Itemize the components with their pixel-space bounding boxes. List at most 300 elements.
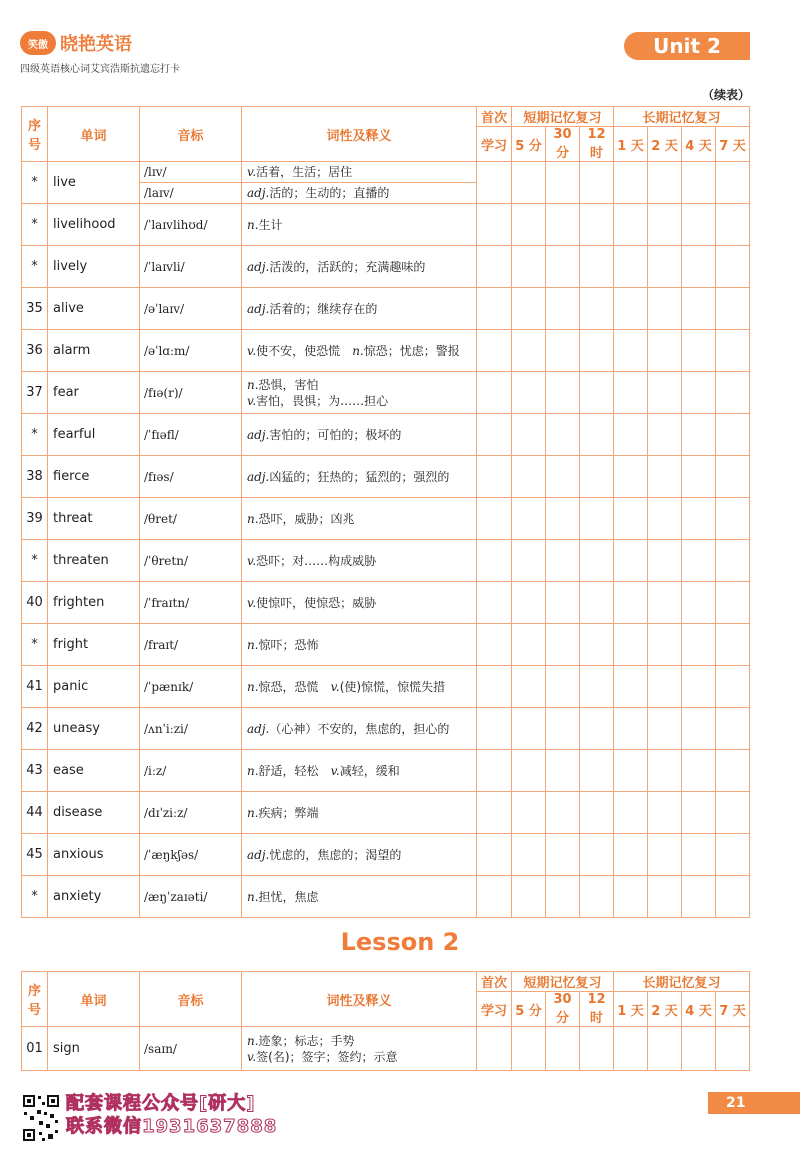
review-checkbox[interactable] [546, 204, 580, 246]
review-checkbox[interactable] [546, 456, 580, 498]
review-checkbox[interactable] [580, 288, 614, 330]
review-checkbox[interactable] [682, 162, 716, 204]
review-checkbox[interactable] [614, 330, 648, 372]
definition-line [247, 301, 476, 317]
definition-text: 签(名)；签字；签约；示意 [256, 1049, 398, 1064]
index-text: 44 [26, 805, 43, 820]
review-checkbox[interactable] [682, 792, 716, 834]
review-checkbox[interactable] [512, 624, 546, 666]
review-checkbox[interactable] [477, 288, 512, 330]
meaning-cell [242, 792, 477, 834]
word-cell [48, 582, 140, 624]
advert-line: 配套课程公众号[研大] [66, 1093, 256, 1114]
phonetic-text: /fraɪt/ [144, 637, 179, 652]
review-checkbox[interactable] [512, 372, 546, 414]
review-checkbox[interactable] [716, 456, 750, 498]
review-checkbox[interactable] [716, 792, 750, 834]
review-checkbox[interactable] [648, 708, 682, 750]
review-checkbox[interactable] [512, 288, 546, 330]
review-checkbox[interactable] [648, 666, 682, 708]
review-checkbox[interactable] [546, 246, 580, 288]
definition-text: 使惊吓，使惊恐；威胁 [256, 595, 377, 610]
review-checkbox[interactable] [477, 876, 512, 918]
review-checkbox[interactable] [580, 876, 614, 918]
review-checkbox[interactable] [682, 624, 716, 666]
review-checkbox[interactable] [716, 582, 750, 624]
review-checkbox[interactable] [648, 246, 682, 288]
review-checkbox[interactable] [546, 582, 580, 624]
meaning-cell [242, 708, 477, 750]
review-checkbox[interactable] [648, 876, 682, 918]
logo-badge: 笑傲 [20, 31, 56, 55]
review-checkbox[interactable] [477, 624, 512, 666]
review-checkbox[interactable] [546, 288, 580, 330]
logo-text: 晓艳英语 [60, 34, 132, 55]
review-checkbox[interactable] [716, 750, 750, 792]
phonetic-text: /ˈfraɪtn/ [144, 595, 190, 610]
part-of-speech: n. [247, 805, 259, 820]
table-row [22, 414, 750, 456]
review-checkbox[interactable] [477, 246, 512, 288]
review-checkbox[interactable] [580, 414, 614, 456]
definition-line [247, 217, 476, 233]
review-checkbox[interactable] [648, 330, 682, 372]
definition-text: 疾病；弊端 [258, 805, 319, 820]
review-checkbox[interactable] [512, 582, 546, 624]
row-index [22, 666, 48, 708]
phonetic-text: /lɪv/ [144, 165, 167, 179]
review-checkbox[interactable] [716, 204, 750, 246]
index-text: 42 [26, 721, 43, 736]
word-cell [48, 750, 140, 792]
review-checkbox[interactable] [512, 708, 546, 750]
definition-text: 害怕的；可怕的；极坏的 [269, 427, 402, 442]
col-index-header: 序号 [22, 972, 48, 1027]
review-checkbox[interactable] [682, 876, 716, 918]
word-cell [48, 288, 140, 330]
table-row [22, 582, 750, 624]
meaning-cell [242, 456, 477, 498]
index-text: * [31, 553, 38, 568]
review-checkbox[interactable] [580, 750, 614, 792]
review-checkbox[interactable] [682, 456, 716, 498]
part-of-speech: v. [330, 679, 340, 694]
meaning-cell [242, 498, 477, 540]
col-meaning-header: 词性及释义 [242, 107, 477, 162]
word-text: anxious [53, 847, 104, 862]
definition-text: 惊恐，恐慌 [258, 679, 331, 694]
table-row [22, 162, 750, 183]
review-checkbox[interactable] [546, 666, 580, 708]
definition-text: 活着的；继续存在的 [269, 301, 378, 316]
word-text: fierce [53, 469, 90, 484]
review-checkbox[interactable] [682, 498, 716, 540]
part-of-speech: v. [247, 553, 257, 568]
col-phonetic-header: 音标 [140, 107, 242, 162]
definition-text: 使不安，使恐慌 [256, 343, 353, 358]
word-text: threat [53, 511, 93, 526]
review-checkbox[interactable] [546, 750, 580, 792]
slot-header: 30 分 [546, 992, 580, 1027]
slot-header: 4 天 [682, 992, 716, 1027]
review-checkbox[interactable] [580, 498, 614, 540]
review-checkbox[interactable] [546, 792, 580, 834]
review-checkbox[interactable] [716, 414, 750, 456]
review-checkbox[interactable] [648, 582, 682, 624]
review-checkbox[interactable] [716, 1027, 750, 1071]
review-checkbox[interactable] [648, 162, 682, 204]
word-cell [48, 708, 140, 750]
review-checkbox[interactable] [580, 1027, 614, 1071]
review-checkbox[interactable] [580, 204, 614, 246]
review-checkbox[interactable] [512, 456, 546, 498]
review-checkbox[interactable] [648, 834, 682, 876]
review-checkbox[interactable] [682, 414, 716, 456]
review-checkbox[interactable] [614, 540, 648, 582]
phonetic-text: /laɪv/ [144, 186, 174, 200]
col-first-header: 首次 [477, 107, 512, 127]
review-checkbox[interactable] [614, 792, 648, 834]
review-checkbox[interactable] [716, 834, 750, 876]
review-checkbox[interactable] [648, 540, 682, 582]
phonetic-cell [140, 414, 242, 456]
review-checkbox[interactable] [512, 498, 546, 540]
meaning-cell [242, 204, 477, 246]
review-checkbox[interactable] [614, 624, 648, 666]
review-checkbox[interactable] [614, 162, 648, 204]
slot-header: 1 天 [614, 127, 648, 162]
definition-line [247, 721, 476, 737]
phonetic-text: /ˈlaɪvlihʊd/ [144, 217, 208, 232]
word-text: lively [53, 259, 88, 274]
definition-text: (使)惊慌，惊慌失措 [339, 679, 446, 694]
review-checkbox[interactable] [682, 540, 716, 582]
phonetic-text: /ˈfɪəfl/ [144, 427, 179, 442]
review-checkbox[interactable] [580, 540, 614, 582]
review-checkbox[interactable] [614, 750, 648, 792]
review-checkbox[interactable] [512, 204, 546, 246]
review-checkbox[interactable] [477, 372, 512, 414]
review-checkbox[interactable] [682, 246, 716, 288]
review-checkbox[interactable] [614, 1027, 648, 1071]
row-index [22, 162, 48, 204]
word-text: threaten [53, 553, 109, 568]
review-checkbox[interactable] [477, 750, 512, 792]
slot-header: 1 天 [614, 992, 648, 1027]
review-checkbox[interactable] [716, 876, 750, 918]
review-checkbox[interactable] [648, 624, 682, 666]
review-checkbox[interactable] [648, 204, 682, 246]
row-index [22, 372, 48, 414]
word-cell [48, 876, 140, 918]
review-checkbox[interactable] [682, 1027, 716, 1071]
slot-header: 7 天 [716, 127, 750, 162]
meaning-cell [242, 162, 477, 183]
review-checkbox[interactable] [546, 372, 580, 414]
table-row [22, 204, 750, 246]
review-checkbox[interactable] [614, 414, 648, 456]
col-phonetic-header: 音标 [140, 972, 242, 1027]
definition-text: 惊吓；恐怖 [258, 637, 319, 652]
row-index [22, 708, 48, 750]
word-cell [48, 624, 140, 666]
review-checkbox[interactable] [716, 708, 750, 750]
review-checkbox[interactable] [546, 834, 580, 876]
review-checkbox[interactable] [512, 876, 546, 918]
phonetic-cell [140, 372, 242, 414]
index-text: 35 [26, 301, 43, 316]
review-checkbox[interactable] [546, 330, 580, 372]
row-index [22, 540, 48, 582]
review-checkbox[interactable] [580, 456, 614, 498]
index-text: 43 [26, 763, 43, 778]
word-cell [48, 162, 140, 204]
long-term-header: 长期记忆复习 [614, 107, 750, 127]
phonetic-cell [140, 792, 242, 834]
phonetic-text: /ˈθretn/ [144, 553, 188, 568]
review-checkbox[interactable] [648, 792, 682, 834]
review-checkbox[interactable] [580, 582, 614, 624]
review-checkbox[interactable] [580, 624, 614, 666]
part-of-speech: adj. [247, 186, 270, 200]
row-index [22, 498, 48, 540]
review-checkbox[interactable] [580, 792, 614, 834]
review-checkbox[interactable] [580, 330, 614, 372]
part-of-speech: v. [247, 393, 257, 408]
review-checkbox[interactable] [716, 288, 750, 330]
index-text: 40 [26, 595, 43, 610]
part-of-speech: n. [247, 679, 259, 694]
word-cell [48, 498, 140, 540]
word-text: frighten [53, 595, 105, 610]
word-text: fright [53, 637, 89, 652]
review-checkbox[interactable] [580, 162, 614, 204]
review-checkbox[interactable] [477, 330, 512, 372]
review-checkbox[interactable] [614, 582, 648, 624]
review-checkbox[interactable] [477, 792, 512, 834]
meaning-cell [242, 750, 477, 792]
review-checkbox[interactable] [512, 246, 546, 288]
review-checkbox[interactable] [546, 498, 580, 540]
word-cell [48, 834, 140, 876]
index-text: 37 [26, 385, 43, 400]
review-checkbox[interactable] [614, 204, 648, 246]
review-checkbox[interactable] [512, 834, 546, 876]
phonetic-cell [140, 1027, 242, 1071]
review-checkbox[interactable] [716, 246, 750, 288]
review-checkbox[interactable] [546, 540, 580, 582]
review-checkbox[interactable] [682, 750, 716, 792]
phonetic-text: /θret/ [144, 511, 177, 526]
slot-header: 5 分 [512, 992, 546, 1027]
review-checkbox[interactable] [716, 498, 750, 540]
review-checkbox[interactable] [546, 708, 580, 750]
review-checkbox[interactable] [682, 330, 716, 372]
index-text: 01 [26, 1041, 43, 1056]
word-text: livelihood [53, 217, 116, 232]
col-word-header: 单词 [48, 107, 140, 162]
row-index [22, 876, 48, 918]
vocab-table [21, 106, 750, 918]
review-checkbox[interactable] [477, 498, 512, 540]
review-checkbox[interactable] [682, 666, 716, 708]
word-cell [48, 1027, 140, 1071]
review-checkbox[interactable] [477, 666, 512, 708]
review-checkbox[interactable] [546, 1027, 580, 1071]
definition-line [247, 377, 476, 393]
review-checkbox[interactable] [477, 582, 512, 624]
word-text: ease [53, 763, 84, 778]
definition-line [247, 259, 476, 275]
definition-line [247, 679, 476, 695]
word-cell [48, 792, 140, 834]
review-checkbox[interactable] [512, 162, 546, 204]
review-checkbox[interactable] [580, 246, 614, 288]
review-checkbox[interactable] [580, 372, 614, 414]
col-study-header: 学习 [477, 992, 512, 1027]
review-checkbox[interactable] [546, 624, 580, 666]
review-checkbox[interactable] [614, 876, 648, 918]
review-checkbox[interactable] [614, 372, 648, 414]
phonetic-text: /fɪəs/ [144, 469, 174, 484]
phonetic-cell [140, 288, 242, 330]
slot-header: 30 分 [546, 127, 580, 162]
review-checkbox[interactable] [477, 540, 512, 582]
review-checkbox[interactable] [682, 834, 716, 876]
review-checkbox[interactable] [477, 414, 512, 456]
definition-text: 恐惧，害怕 [258, 377, 319, 392]
phonetic-cell [140, 708, 242, 750]
review-checkbox[interactable] [614, 246, 648, 288]
review-checkbox[interactable] [682, 288, 716, 330]
review-checkbox[interactable] [546, 162, 580, 204]
index-text: 45 [26, 847, 43, 862]
phonetic-cell [140, 750, 242, 792]
col-meaning-header: 词性及释义 [242, 972, 477, 1027]
part-of-speech: adj. [247, 301, 270, 316]
definition-text: （心神）不安的，焦虑的，担心的 [269, 721, 450, 736]
row-index [22, 456, 48, 498]
review-checkbox[interactable] [614, 498, 648, 540]
review-checkbox[interactable] [682, 372, 716, 414]
definition-text: 生计 [258, 217, 283, 232]
slot-header: 7 天 [716, 992, 750, 1027]
word-cell [48, 414, 140, 456]
review-checkbox[interactable] [546, 414, 580, 456]
word-cell [48, 666, 140, 708]
review-checkbox[interactable] [477, 204, 512, 246]
definition-line [247, 1033, 476, 1049]
table-row [22, 708, 750, 750]
book-subtitle: 四级英语核心词艾宾浩斯抗遗忘打卡 [20, 64, 180, 75]
review-checkbox[interactable] [512, 540, 546, 582]
review-checkbox[interactable] [682, 708, 716, 750]
meaning-cell [242, 414, 477, 456]
phonetic-cell [140, 162, 242, 183]
meaning-cell [242, 876, 477, 918]
review-checkbox[interactable] [614, 456, 648, 498]
meaning-cell [242, 372, 477, 414]
review-checkbox[interactable] [648, 498, 682, 540]
review-checkbox[interactable] [580, 666, 614, 708]
page-number: 21 [708, 1092, 800, 1114]
review-checkbox[interactable] [614, 288, 648, 330]
definition-line [247, 847, 476, 863]
review-checkbox[interactable] [614, 666, 648, 708]
review-checkbox[interactable] [716, 372, 750, 414]
review-checkbox[interactable] [716, 330, 750, 372]
review-checkbox[interactable] [580, 708, 614, 750]
meaning-cell [242, 1027, 477, 1071]
part-of-speech: n. [247, 1033, 259, 1048]
review-checkbox[interactable] [512, 1027, 546, 1071]
review-checkbox[interactable] [648, 288, 682, 330]
review-checkbox[interactable] [477, 708, 512, 750]
review-checkbox[interactable] [716, 624, 750, 666]
row-index [22, 330, 48, 372]
phonetic-cell [140, 498, 242, 540]
footer-advert [66, 1092, 277, 1138]
review-checkbox[interactable] [648, 414, 682, 456]
word-cell [48, 540, 140, 582]
phonetic-cell [140, 624, 242, 666]
review-checkbox[interactable] [512, 750, 546, 792]
review-checkbox[interactable] [477, 456, 512, 498]
review-checkbox[interactable] [477, 162, 512, 204]
review-checkbox[interactable] [648, 372, 682, 414]
col-word-header: 单词 [48, 972, 140, 1027]
review-checkbox[interactable] [682, 204, 716, 246]
review-checkbox[interactable] [648, 1027, 682, 1071]
part-of-speech: v. [247, 165, 257, 179]
phonetic-text: /iːz/ [144, 763, 167, 778]
review-checkbox[interactable] [648, 456, 682, 498]
review-checkbox[interactable] [716, 540, 750, 582]
review-checkbox[interactable] [648, 750, 682, 792]
phonetic-cell [140, 183, 242, 204]
review-checkbox[interactable] [614, 834, 648, 876]
review-checkbox[interactable] [477, 1027, 512, 1071]
review-checkbox[interactable] [512, 414, 546, 456]
continued-label: （续表） [701, 88, 750, 102]
review-checkbox[interactable] [716, 666, 750, 708]
word-text: sign [53, 1041, 80, 1056]
slot-header: 2 天 [648, 127, 682, 162]
review-checkbox[interactable] [512, 792, 546, 834]
review-checkbox[interactable] [512, 330, 546, 372]
definition-line [247, 763, 476, 779]
review-checkbox[interactable] [716, 162, 750, 204]
phonetic-cell [140, 834, 242, 876]
col-index-header: 序号 [22, 107, 48, 162]
review-checkbox[interactable] [477, 834, 512, 876]
part-of-speech: n. [352, 343, 364, 358]
review-checkbox[interactable] [614, 708, 648, 750]
review-checkbox[interactable] [682, 582, 716, 624]
part-of-speech: v. [247, 1049, 257, 1064]
table-row [22, 456, 750, 498]
definition-line [247, 393, 476, 409]
review-checkbox[interactable] [580, 834, 614, 876]
slot-header: 12 时 [580, 992, 614, 1027]
phonetic-text: /ʌnˈiːzi/ [144, 721, 188, 736]
phonetic-text: /əˈlɑːm/ [144, 343, 190, 358]
review-checkbox[interactable] [546, 876, 580, 918]
review-checkbox[interactable] [512, 666, 546, 708]
table-row [22, 876, 750, 918]
phonetic-cell [140, 246, 242, 288]
word-cell [48, 456, 140, 498]
